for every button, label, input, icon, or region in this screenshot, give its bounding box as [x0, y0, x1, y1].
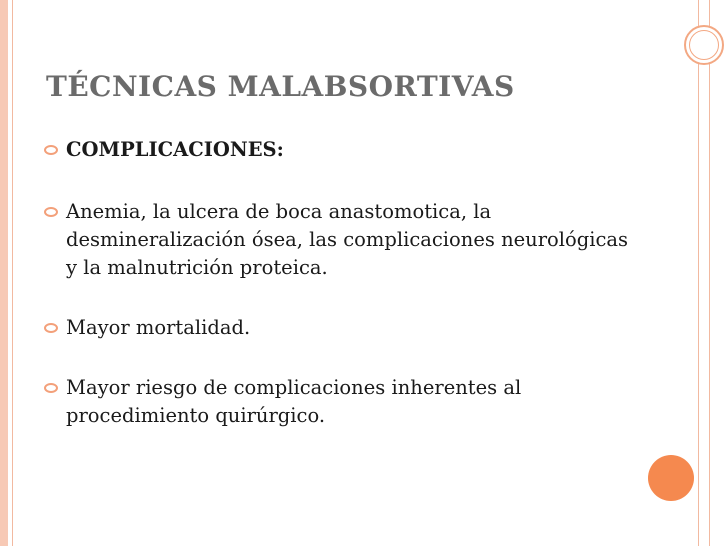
bullet-item-complicaciones [44, 136, 644, 164]
decorative-filled-circle [648, 455, 694, 501]
bullet-text: Mayor riesgo de complicaciones inherentes al procedimiento quirúrgico. [66, 376, 522, 427]
bullet-item-anemia [44, 198, 644, 282]
bullet-ring-icon [44, 323, 58, 333]
slide-title: TÉCNICAS MALABSORTIVAS [46, 70, 515, 103]
left-decorative-band [0, 0, 8, 546]
decorative-inner-ring [689, 30, 719, 60]
right-decorative-rail [698, 0, 710, 546]
bullet-item-mortalidad [44, 314, 644, 342]
bullet-ring-icon [44, 383, 58, 393]
bullet-item-riesgo [44, 374, 644, 430]
bullet-list [44, 136, 644, 430]
bullet-ring-icon [44, 145, 58, 155]
left-decorative-line [12, 0, 13, 546]
bullet-text: Mayor mortalidad. [66, 316, 251, 339]
bullet-ring-icon [44, 207, 58, 217]
bullet-text: COMPLICACIONES: [66, 138, 284, 161]
bullet-text: Anemia, la ulcera de boca anastomotica, la desmineralización ósea, las complicaciones neurológicas y la malnutrición proteica. [66, 200, 629, 279]
